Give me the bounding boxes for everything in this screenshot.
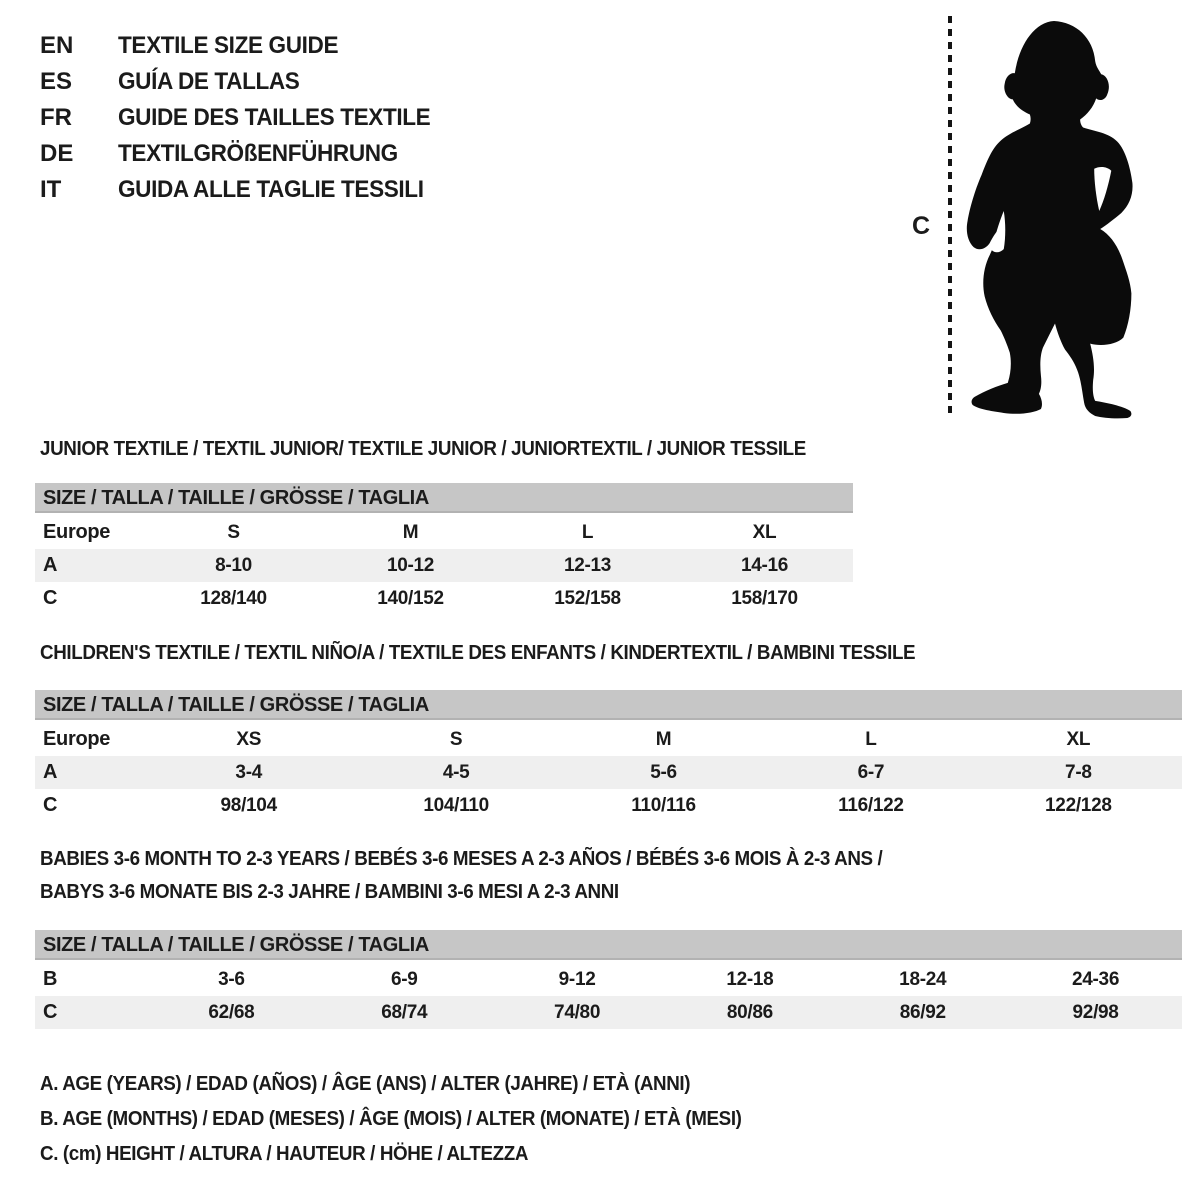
- size-cell: 122/128: [1045, 794, 1112, 816]
- size-cell: 3-6: [218, 968, 245, 990]
- size-cell: 14-16: [740, 554, 789, 576]
- row-label: Europe: [43, 521, 111, 543]
- toddler-silhouette-icon: [962, 18, 1146, 420]
- children-size-table: [35, 690, 1182, 822]
- size-cell: M: [402, 521, 419, 543]
- legend-line-c: C. (cm) HEIGHT / ALTURA / HAUTEUR / HÖHE / ALTEZZA: [40, 1143, 529, 1165]
- language-title-list: [40, 28, 450, 208]
- lang-code: FR: [40, 104, 72, 131]
- legend-line-b: B. AGE (MONTHS) / EDAD (MESES) / ÂGE (MOIS) / ALTER (MONATE) / ETÀ (MESI): [40, 1108, 742, 1130]
- lang-label: TEXTILE SIZE GUIDE: [118, 32, 339, 59]
- height-measure-label: C: [912, 212, 931, 240]
- size-cell: 12-18: [726, 968, 774, 990]
- lang-row-fr: [40, 100, 450, 136]
- table-row: [35, 963, 1182, 996]
- size-cell: 98/104: [220, 794, 277, 816]
- lang-row-it: [40, 172, 450, 208]
- size-cell: M: [655, 728, 672, 750]
- size-cell: 3-4: [235, 761, 262, 783]
- size-cell: XS: [236, 728, 262, 750]
- child-height-figure: [900, 0, 1170, 440]
- babies-title-line1: BABIES 3-6 MONTH TO 2-3 YEARS / BEBÉS 3-6 MESES A 2-3 AÑOS / BÉBÉS 3-6 MOIS À 2-3 ANS /: [40, 848, 883, 870]
- size-cell: XL: [1066, 728, 1091, 750]
- size-cell: 158/170: [731, 587, 798, 609]
- table-row: [35, 789, 1182, 822]
- lang-label: GUIDE DES TAILLES TEXTILE: [118, 104, 431, 131]
- babies-title-line2: BABYS 3-6 MONATE BIS 2-3 JAHRE / BAMBINI 3-6 MESI A 2-3 ANNI: [40, 881, 619, 903]
- legend: [40, 1071, 786, 1176]
- lang-code: ES: [40, 68, 73, 95]
- lang-code: DE: [40, 140, 74, 167]
- size-cell: 92/98: [1072, 1001, 1119, 1023]
- size-cell: 110/116: [631, 794, 696, 816]
- size-cell: 6-9: [390, 968, 418, 990]
- size-header-bar: SIZE / TALLA / TAILLE / GRÖSSE / TAGLIA: [35, 483, 853, 513]
- size-cell: 128/140: [200, 587, 267, 609]
- lang-label: TEXTILGRÖßENFÜHRUNG: [118, 140, 398, 167]
- size-cell: S: [449, 728, 463, 750]
- size-cell: 140/152: [377, 587, 444, 609]
- size-header-bar: SIZE / TALLA / TAILLE / GRÖSSE / TAGLIA: [35, 690, 1182, 720]
- row-label: B: [43, 968, 58, 990]
- size-cell: 8-10: [215, 554, 252, 576]
- table-row: [35, 516, 853, 549]
- legend-line-a: A. AGE (YEARS) / EDAD (AÑOS) / ÂGE (ANS) / ALTER (JAHRE) / ETÀ (ANNI): [40, 1073, 691, 1095]
- size-cell: 6-7: [857, 761, 885, 783]
- size-cell: 18-24: [899, 968, 947, 990]
- size-cell: 80/86: [726, 1001, 773, 1023]
- lang-code: EN: [40, 32, 74, 59]
- row-label: C: [43, 1001, 58, 1023]
- size-cell: 152/158: [554, 587, 621, 609]
- lang-code: IT: [40, 176, 62, 203]
- row-label: A: [43, 761, 58, 783]
- row-label: Europe: [43, 728, 111, 750]
- junior-size-table: [35, 483, 853, 615]
- size-cell: 9-12: [558, 968, 596, 990]
- size-cell: 5-6: [650, 761, 677, 783]
- size-cell: 68/74: [381, 1001, 428, 1023]
- size-cell: 86/92: [899, 1001, 946, 1023]
- babies-size-table: [35, 930, 1182, 1029]
- size-cell: L: [581, 521, 594, 543]
- size-cell: 104/110: [423, 794, 489, 816]
- size-cell: 24-36: [1072, 968, 1120, 990]
- table-row: [35, 756, 1182, 789]
- row-label: A: [43, 554, 58, 576]
- size-cell: L: [865, 728, 877, 750]
- size-cell: 7-8: [1065, 761, 1092, 783]
- lang-row-de: [40, 136, 450, 172]
- size-cell: S: [227, 521, 240, 543]
- size-cell: 74/80: [554, 1001, 601, 1023]
- size-cell: 12-13: [563, 554, 612, 576]
- size-cell: 4-5: [442, 761, 470, 783]
- table-row: [35, 549, 853, 582]
- lang-label: GUÍA DE TALLAS: [118, 68, 300, 95]
- children-section-title: CHILDREN'S TEXTILE / TEXTIL NIÑO/A / TEXTILE DES ENFANTS / KINDERTEXTIL / BAMBINI TESSILE: [40, 642, 916, 664]
- table-row: [35, 723, 1182, 756]
- row-label: C: [43, 794, 58, 816]
- size-header-bar: SIZE / TALLA / TAILLE / GRÖSSE / TAGLIA: [35, 930, 1182, 960]
- junior-section-title: JUNIOR TEXTILE / TEXTIL JUNIOR/ TEXTILE JUNIOR / JUNIORTEXTIL / JUNIOR TESSILE: [40, 438, 806, 460]
- lang-label: GUIDA ALLE TAGLIE TESSILI: [118, 176, 424, 203]
- height-dashed-line: [948, 16, 952, 414]
- table-row: [35, 582, 853, 615]
- size-cell: XL: [752, 521, 777, 543]
- row-label: C: [43, 587, 58, 609]
- size-cell: 10-12: [386, 554, 435, 576]
- lang-row-es: [40, 64, 450, 100]
- lang-row-en: [40, 28, 450, 64]
- size-cell: 62/68: [208, 1001, 255, 1023]
- babies-section-title: [40, 848, 936, 904]
- table-row: [35, 996, 1182, 1029]
- size-cell: 116/122: [838, 794, 904, 816]
